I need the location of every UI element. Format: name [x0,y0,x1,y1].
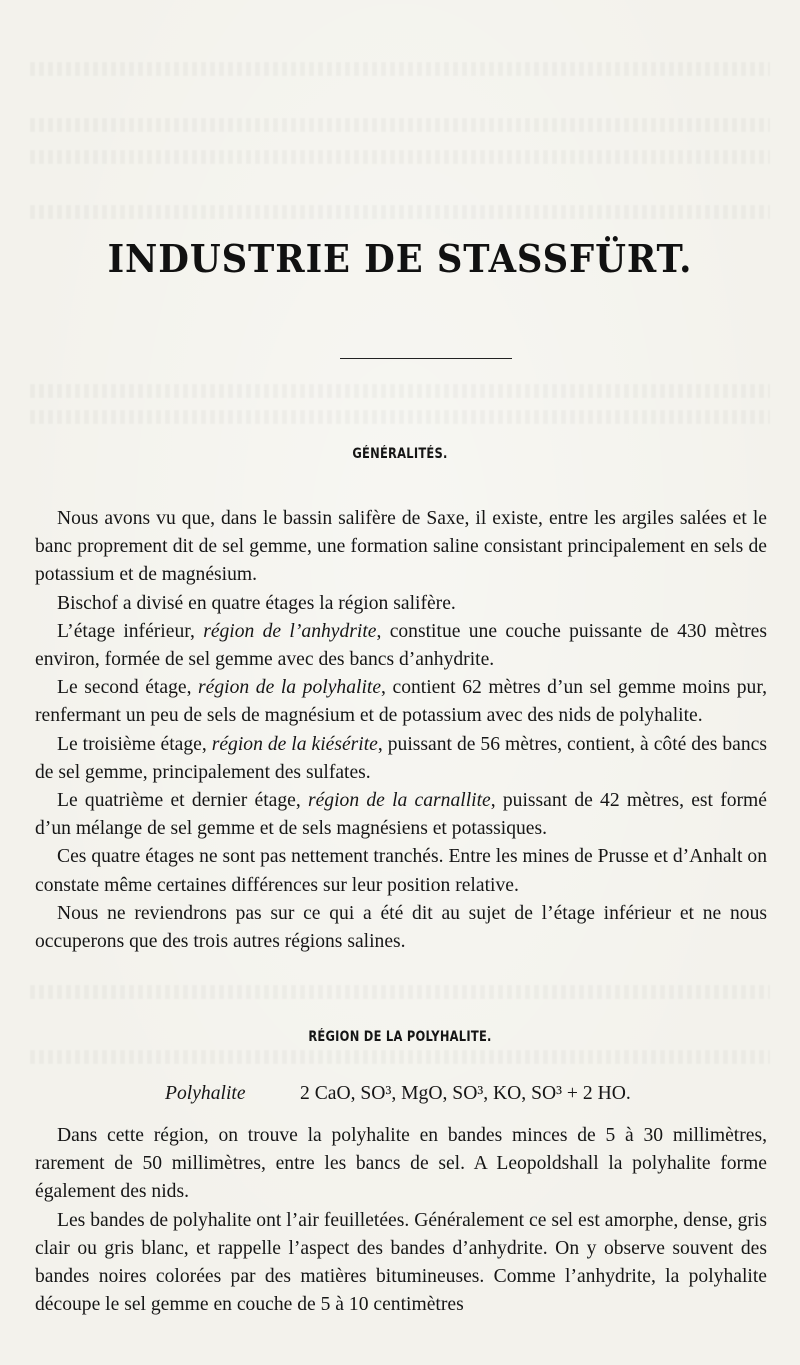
paragraph-text: , constitue une couche puissante de 430 mètres environ, formée de sel gemme avec des bancs d’anhydrite. [35,620,768,671]
paragraph: Les bandes de polyhalite ont l’air feuilletées. Généralement ce sel est amorphe, dense, gris clair ou gris blanc, et rappelle l’aspect des bandes d’anhydrite. On y observe souvent des bandes noires colorées par des matières bitumineuses. Comme l’anhydrite, la polyhalite découpe le sel gemme en couche de 5 à 10 centimètres [35,1209,767,1316]
paragraph-text: Le quatrième et dernier étage, [57,790,308,812]
paragraph-text: Le second étage, [57,677,199,699]
paragraph-text: , puissant de 56 mètres, contient, à côté des bancs de sel gemme, principalement des sulfates. [35,733,767,783]
paragraph-text: , contient 62 mètres d’un sel gemme moins pur, renfermant un peu de sels de magnésium et de potassium avec des nids de polyhalite. [35,677,767,727]
section-generalites-body [35,505,767,956]
bleed-through-line [30,1050,770,1064]
paragraph: Nous ne reviendrons pas sur ce qui a été dit au sujet de l’étage inférieur et ne nous occuperons que des trois autres régions salines. [35,902,767,953]
paragraph: Dans cette région, on trouve la polyhalite en bandes minces de 5 à 30 millimètres, rarement de 50 millimètres, entre les bancs de sel. A Leopoldshall la polyhalite forme également des nids. [35,1125,767,1203]
paragraph [35,618,767,674]
paragraph-emphasis: région de l’anhydrite [203,620,377,642]
paragraph-text: L’étage inférieur, [57,620,204,642]
paragraph-text: Le troisième étage, [57,733,212,755]
paragraph-emphasis: région de la kiésérite [211,733,378,755]
bleed-through-line [30,384,770,398]
paragraph-emphasis: région de la carnallite [307,790,491,812]
formula-expression: 2 CaO, SO³, MgO, SO³, KO, SO³ + 2 HO. [300,1083,631,1104]
section-heading-generalites: GÉNÉRALITÉS. [352,446,448,462]
title-rule [340,358,512,359]
bleed-through-line [30,62,770,76]
paragraph-text: , puissant de 42 mètres, est formé d’un mélange de sel gemme et de sels magnésiens et potassiques. [35,790,767,840]
section-heading-polyhalite: RÉGION DE LA POLYHALITE. [308,1029,492,1045]
bleed-through-line [30,205,770,219]
paragraph [35,731,767,787]
section-polyhalite-body [35,1122,767,1319]
page-title: INDUSTRIE DE STASSFÜRT. [107,236,693,281]
bleed-through-line [30,118,770,132]
bleed-through-line [30,985,770,999]
paragraph [35,787,767,843]
paragraph: Nous avons vu que, dans le bassin salifère de Saxe, il existe, entre les argiles salées et le banc proprement dit de sel gemme, une formation saline consistant principalement en sels de potassium et de magnésium. [35,508,767,586]
paragraph: Bischof a divisé en quatre étages la région salifère. [57,592,456,614]
paragraph-emphasis: région de la polyhalite [198,677,382,699]
bleed-through-line [30,150,770,164]
formula-mineral-name: Polyhalite [165,1083,246,1104]
paragraph [35,674,767,730]
bleed-through-line [30,410,770,424]
paragraph: Ces quatre étages ne sont pas nettement tranchés. Entre les mines de Prusse et d’Anhalt on constate même certaines différences sur leur position relative. [35,846,767,896]
